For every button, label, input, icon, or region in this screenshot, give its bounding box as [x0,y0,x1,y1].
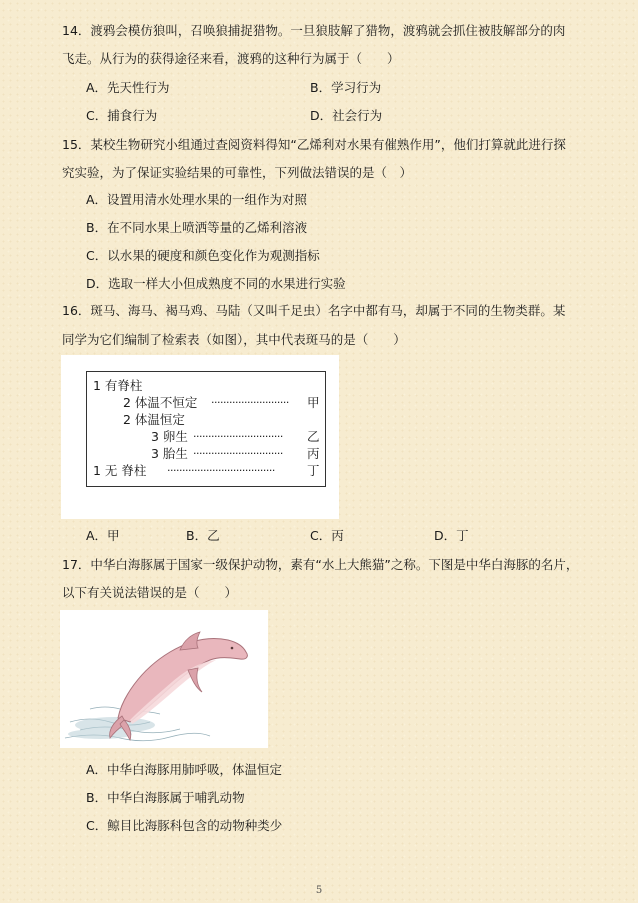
q16-stem-line1: 16．斑马、海马、褐马鸡、马陆（又叫千足虫）名字中都有马，却属于不同的生物类群。某 [62,303,566,318]
q16-option-a[interactable]: A．甲 [86,528,120,543]
q17-option-a[interactable]: A．中华白海豚用肺呼吸，体温恒定 [86,762,283,777]
key-row-temp-unstable: 2 体温不恒定 [123,395,198,410]
key-row-vertebrate: 1 有脊柱 [93,378,143,393]
q17-option-c[interactable]: C．鲸目比海豚科包含的动物种类少 [86,818,283,833]
key-leader-dots: ······························ [193,430,283,443]
dolphin-image [60,610,268,748]
q15-option-c[interactable]: C．以水果的硬度和颜色变化作为观测指标 [86,248,320,263]
chinese-white-dolphin-illustration [60,610,268,748]
dichotomous-key-table [86,371,326,487]
key-row-invertebrate: 1 无 脊柱 [93,463,147,478]
q17-stem-line2: 以下有关说法错误的是（ ） [62,585,238,600]
key-row-oviparous: 3 卵生 [151,429,188,444]
key-result-yi: 乙 [307,429,320,444]
q14-stem-line1: 14．渡鸦会模仿狼叫，召唤狼捕捉猎物。一旦狼肢解了猎物，渡鸦就会抓住被肢解部分的肉 [62,23,566,38]
key-leader-dots: ···································· [167,464,275,477]
q15-stem-line1: 15．某校生物研究小组通过查阅资料得知“乙烯利对水果有催熟作用”，他们打算就此进行探 [62,137,566,152]
key-row-viviparous: 3 胎生 [151,446,188,461]
key-leader-dots: ······························ [193,447,283,460]
key-row-temp-stable: 2 体温恒定 [123,412,185,427]
q16-option-b[interactable]: B．乙 [186,528,220,543]
q15-stem-line2: 究实验，为了保证实验结果的可靠性，下列做法错误的是（ ） [62,165,413,180]
q16-option-d[interactable]: D．丁 [434,528,469,543]
q14-option-c[interactable]: C．捕食行为 [86,108,158,123]
key-leader-dots: ·························· [211,396,289,409]
q16-stem-line2: 同学为它们编制了检索表（如图），其中代表斑马的是（ ） [62,332,406,347]
q14-option-a[interactable]: A．先天性行为 [86,80,170,95]
key-result-bing: 丙 [307,446,320,461]
q17-stem-line1: 17．中华白海豚属于国家一级保护动物，素有“水上大熊猫”之称。下图是中华白海豚的名片， [62,557,579,572]
q15-option-b[interactable]: B．在不同水果上喷洒等量的乙烯利溶液 [86,220,308,235]
q14-stem-line2: 飞走。从行为的获得途径来看，渡鸦的这种行为属于（ ） [62,51,400,66]
q17-option-b[interactable]: B．中华白海豚属于哺乳动物 [86,790,245,805]
page-number: 5 [315,885,323,896]
q15-option-a[interactable]: A．设置用清水处理水果的一组作为对照 [86,192,308,207]
q16-option-c[interactable]: C．丙 [310,528,344,543]
key-result-ding: 丁 [307,463,320,478]
q14-option-b[interactable]: B．学习行为 [310,80,382,95]
q14-option-d[interactable]: D．社会行为 [310,108,383,123]
key-result-jia: 甲 [307,395,320,410]
q15-option-d[interactable]: D．选取一样大小但成熟度不同的水果进行实验 [86,276,346,291]
